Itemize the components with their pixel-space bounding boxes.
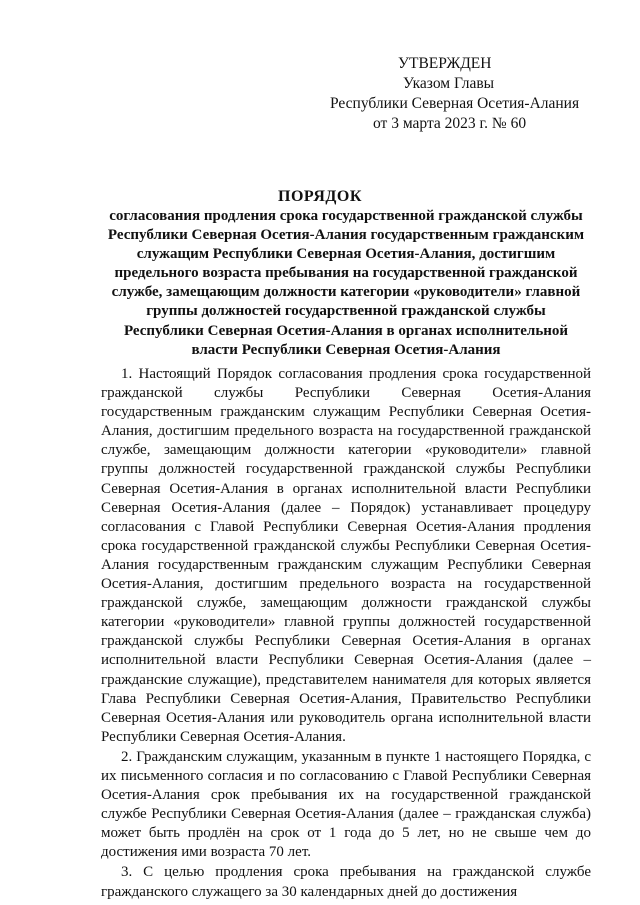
subtitle-line: согласования продления срока государственной гражданской службы: [109, 208, 583, 224]
paragraph-1: 1. Настоящий Порядок согласования продления срока государственной гражданской службы Республики Северная Осетия-Алания государственным гражданским служащим Республики Северная Осетия-Алания, достигшим предельного возраста на государственной гражданской службе, замещающим должности категории «руководители» главной группы должностей государственной гражданской службы Республики Северная Осетия-Алания в органах исполнительной власти Республики Северная Осетия-Алания (далее – Порядок) устанавливает процедуру согласования с Главой Республики Северная Осетия-Алания продления срока государственной гражданской службы Республики Северная Осетия-Алания государственным гражданским служащим Республики Северная Осетия-Алания, достигшим предельного возраста на государственной гражданской службе, замещающим должности гражданской службы категории «руководители» главной группы должностей государственной гражданской службы Республики Северная Осетия-Алания в органах исполнительной власти Республики Северная Осетия-Алания (далее – гражданские служащие), представителем нанимателя для которых является Глава Республики Северная Осетия-Алания, Правительство Республики Северная Осетия-Алания или руководитель органа исполнительной власти Республики Северная Осетия-Алания.: [101, 366, 591, 745]
approval-republic: Республики Северная Осетия-Алания: [330, 95, 580, 112]
paragraph-3: 3. С целью продления срока пребывания на гражданской службе гражданского служащего за 30 календарных дней до достижения: [101, 864, 591, 900]
subtitle-line: служащим Республики Северная Осетия-Алания, достигшим: [136, 246, 556, 263]
approval-heading: УТВЕРЖДЕН: [398, 55, 492, 72]
subtitle-line: Республики Северная Осетия-Алания государственным гражданским: [107, 227, 585, 244]
paragraph-2: 2. Гражданским служащим, указанным в пункте 1 настоящего Порядка, с их письменного согласия и по согласованию с Главой Республики Северная Осетия-Алания срок пребывания их на государственной гражданской службе Республики Северная Осетия-Алания (далее – гражданская служба) может быть продлён на срок от 1 года до 5 лет, но не свыше чем до достижения ими возраста 70 лет.: [101, 748, 591, 861]
document-body: [101, 365, 591, 903]
subtitle-line: Республики Северная Осетия-Алания в органах исполнительной: [123, 322, 569, 339]
subtitle-line: группы должностей государственной гражданской службы: [146, 303, 546, 320]
document-title: ПОРЯДОК: [278, 188, 362, 205]
subtitle-line: службе, замещающим должности категории «руководители» главной: [111, 284, 581, 301]
subtitle-line: предельного возраста пребывания на государственной гражданской: [114, 265, 578, 282]
approval-date: от 3 марта 2023 г. № 60: [373, 115, 527, 132]
approval-stamp: [330, 54, 590, 134]
document-subtitle: [96, 207, 596, 360]
approval-decree: Указом Главы: [403, 75, 495, 92]
subtitle-line: власти Республики Северная Осетия-Алания: [191, 341, 501, 358]
